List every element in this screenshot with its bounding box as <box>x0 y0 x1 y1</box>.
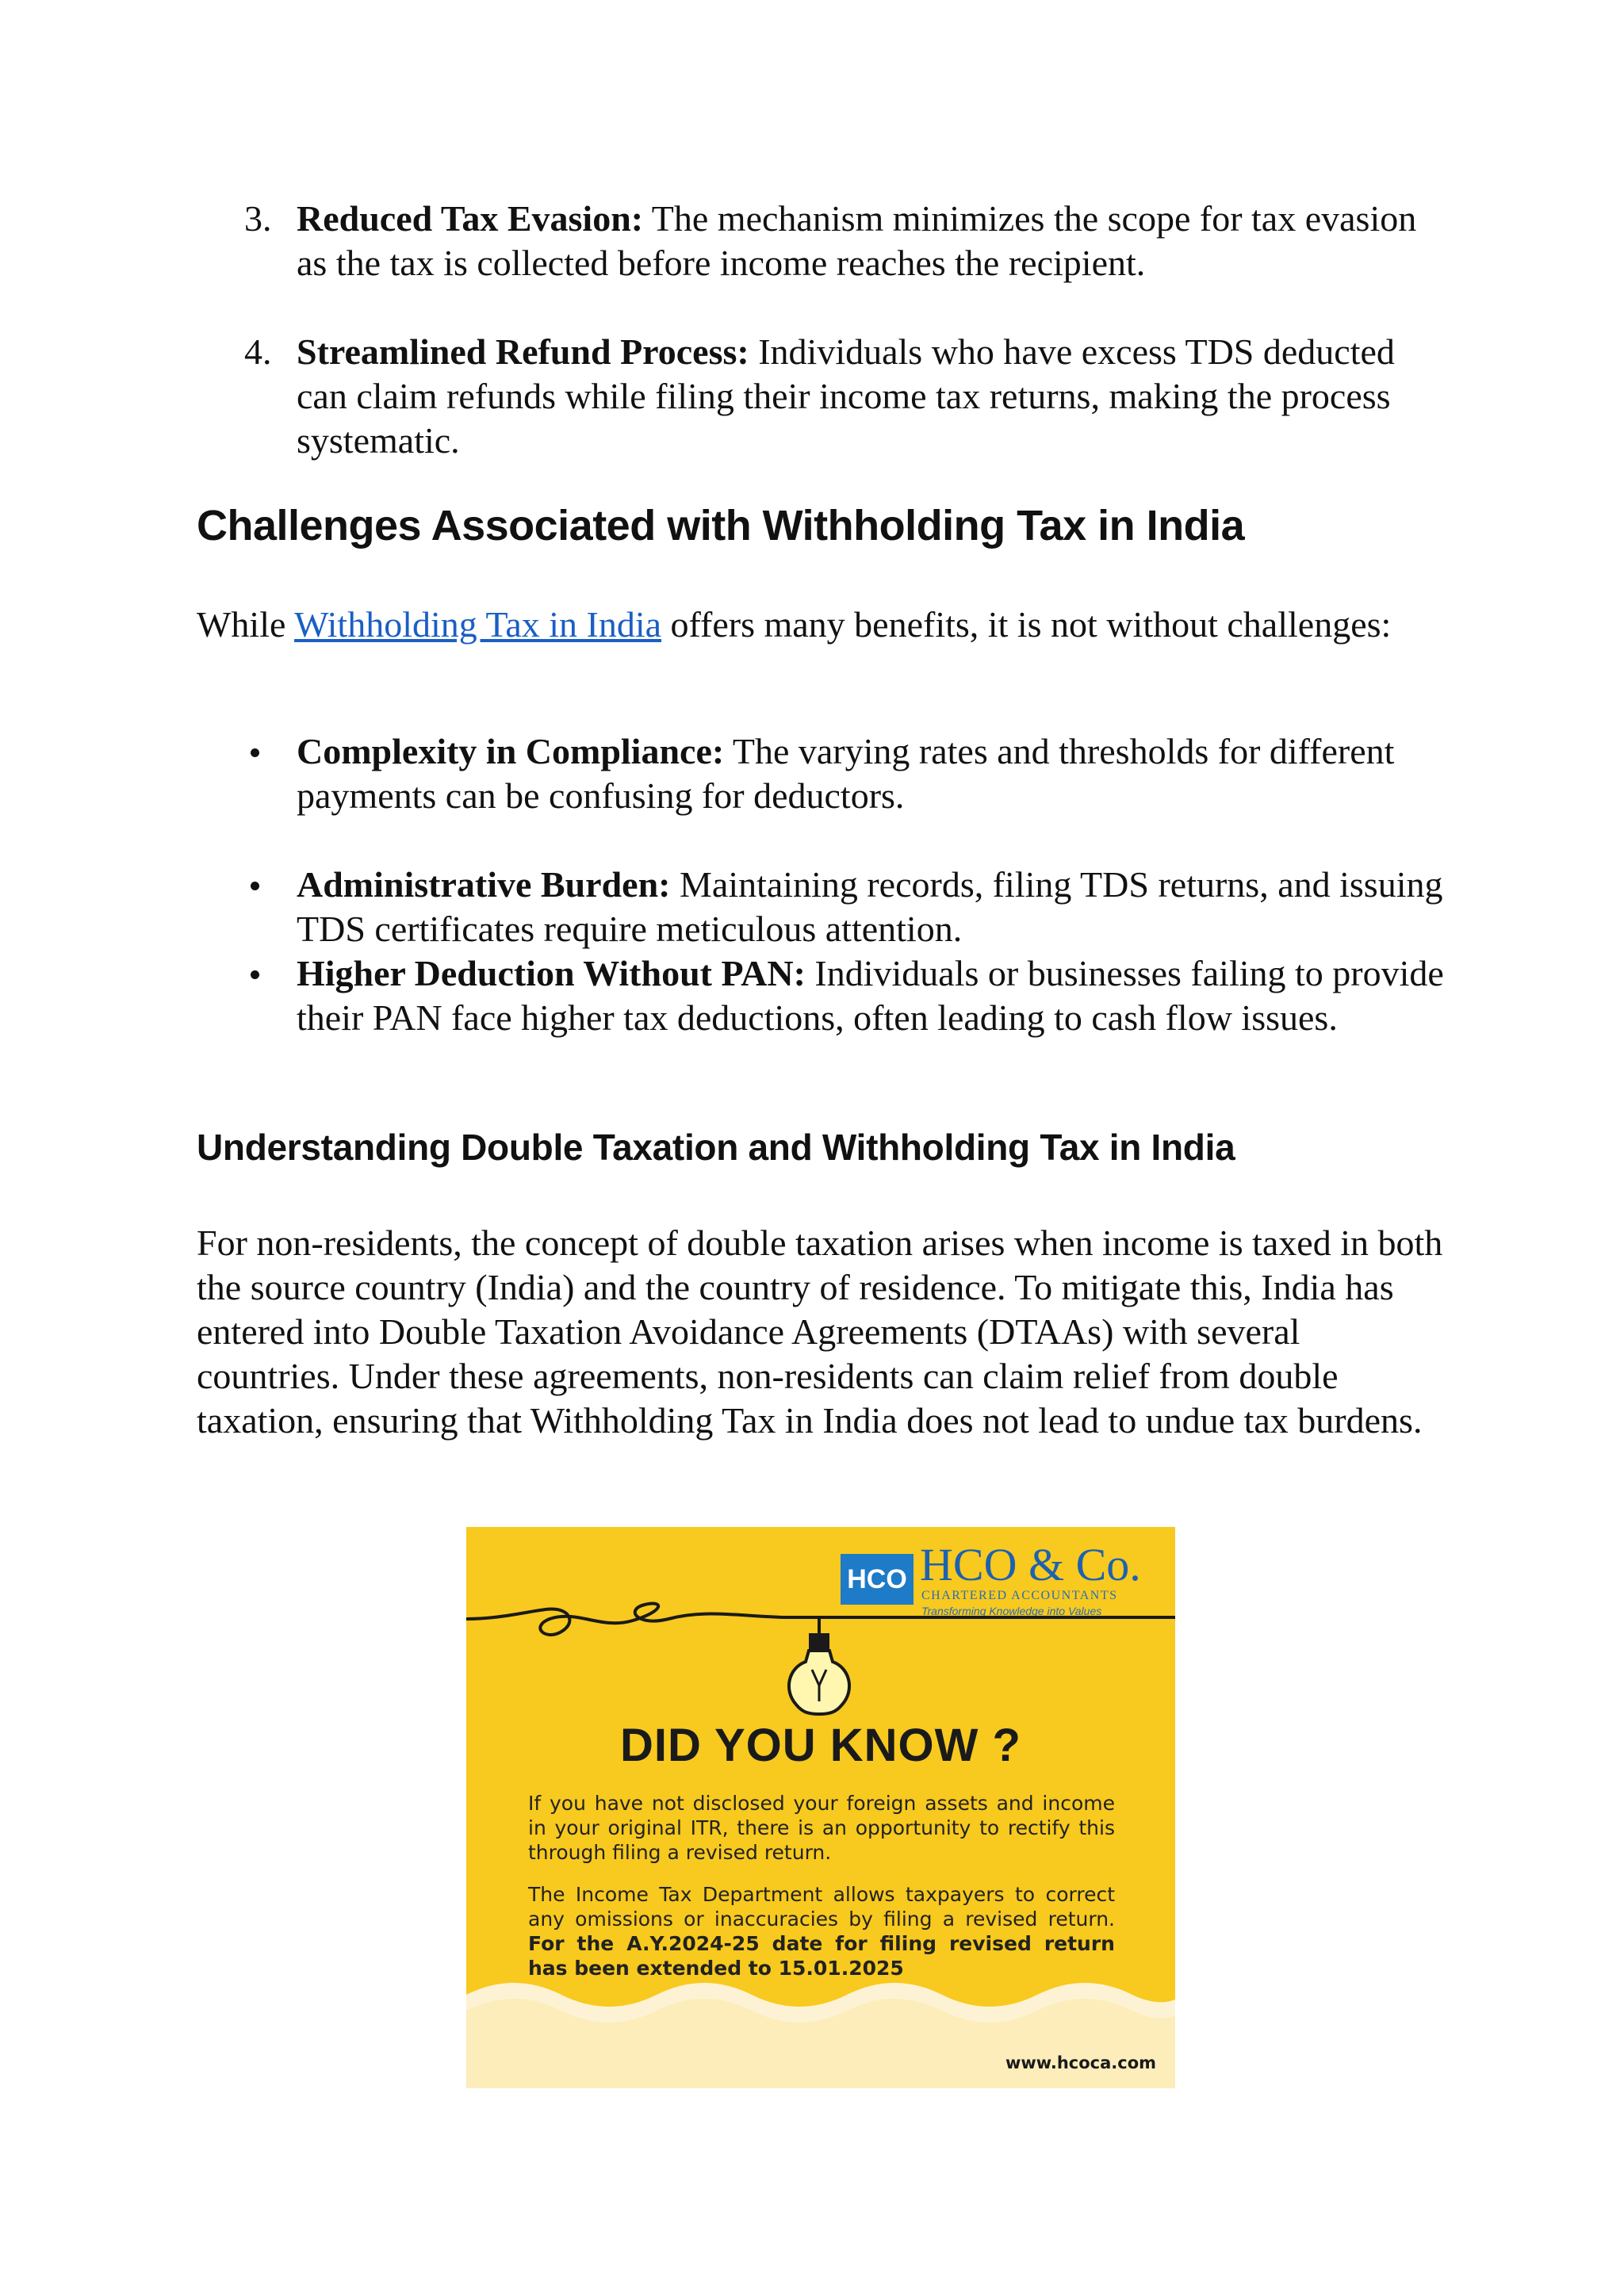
list-item-text: Individuals or businesses failing to provide their PAN face higher tax deductions, often leading to cash flow issues. <box>297 953 1444 1038</box>
intro-text-after: offers many benefits, it is not without challenges: <box>661 604 1392 645</box>
intro-text-before: While <box>197 604 295 645</box>
bullet-icon <box>251 970 259 979</box>
logo-name: HCO & Co. <box>920 1539 1141 1590</box>
numbered-list <box>197 197 1450 463</box>
poster-headline: DID YOU KNOW ? <box>620 1720 1021 1771</box>
logo-tagline: Transforming Knowledge into Values <box>921 1605 1102 1617</box>
list-item-text: The mechanism minimizes the scope for tax evasion as the tax is collected before income reaches the recipient. <box>297 198 1417 283</box>
double-taxation-heading: Understanding Double Taxation and Withholding Tax in India <box>197 1127 1235 1168</box>
list-item <box>197 330 1450 463</box>
list-item-term: Complexity in Compliance: <box>297 731 725 771</box>
list-item <box>197 729 1450 818</box>
challenges-bullet-list <box>197 729 1450 1040</box>
list-marker: 3. <box>244 198 272 239</box>
bullet-icon <box>251 748 259 757</box>
list-item-text: Individuals who have excess TDS deducted can claim refunds while filing their income tax returns, making the process systematic. <box>297 331 1395 461</box>
did-you-know-poster <box>466 1527 1175 2088</box>
light-bulb-icon <box>466 1598 1175 1717</box>
challenges-intro <box>197 603 1450 647</box>
list-item <box>197 197 1450 285</box>
bullet-icon <box>251 882 259 890</box>
double-taxation-paragraph: For non-residents, the concept of double taxation arises when income is taxed in both the source country (India) and the country of residence. To mitigate this, India has entered into Double Taxation Avoidance Agreements (DTAAs) with several countries. Under these agreements, non-residents can claim relief from double taxation, ensuring that Withholding Tax in India does not lead to undue tax burdens. <box>197 1223 1443 1441</box>
list-item-term: Streamlined Refund Process: <box>297 331 749 372</box>
list-item-term: Reduced Tax Evasion: <box>297 198 644 239</box>
list-marker: 4. <box>244 331 272 372</box>
logo-badge: HCO <box>841 1554 914 1605</box>
poster-paragraph-2 <box>528 1882 1115 1980</box>
list-item-term: Administrative Burden: <box>297 864 671 905</box>
logo-subtitle: CHARTERED ACCOUNTANTS <box>921 1589 1118 1602</box>
list-item <box>197 951 1450 1040</box>
challenges-heading: Challenges Associated with Withholding Tax in India <box>197 502 1245 549</box>
list-item <box>197 863 1450 951</box>
list-item-text: The varying rates and thresholds for different payments can be confusing for deductors. <box>297 731 1395 816</box>
list-item-text: Maintaining records, filing TDS returns, and issuing TDS certificates require meticulous attention. <box>297 864 1443 949</box>
withholding-tax-link[interactable]: Withholding Tax in India <box>294 604 662 645</box>
poster-paragraph-2-text: The Income Tax Department allows taxpayers to correct any omissions or inaccuracies by filing a revised return. <box>528 1883 1115 1931</box>
poster-website: www.hcoca.com <box>1005 2053 1156 2072</box>
poster-paragraph-1: If you have not disclosed your foreign assets and income in your original ITR, there is an opportunity to rectify this through filing a revised return. <box>528 1792 1115 1864</box>
list-item-term: Higher Deduction Without PAN: <box>297 953 806 993</box>
poster-deadline-text: For the A.Y.2024-25 date for filing revised return has been extended to 15.01.2025 <box>528 1932 1115 1980</box>
